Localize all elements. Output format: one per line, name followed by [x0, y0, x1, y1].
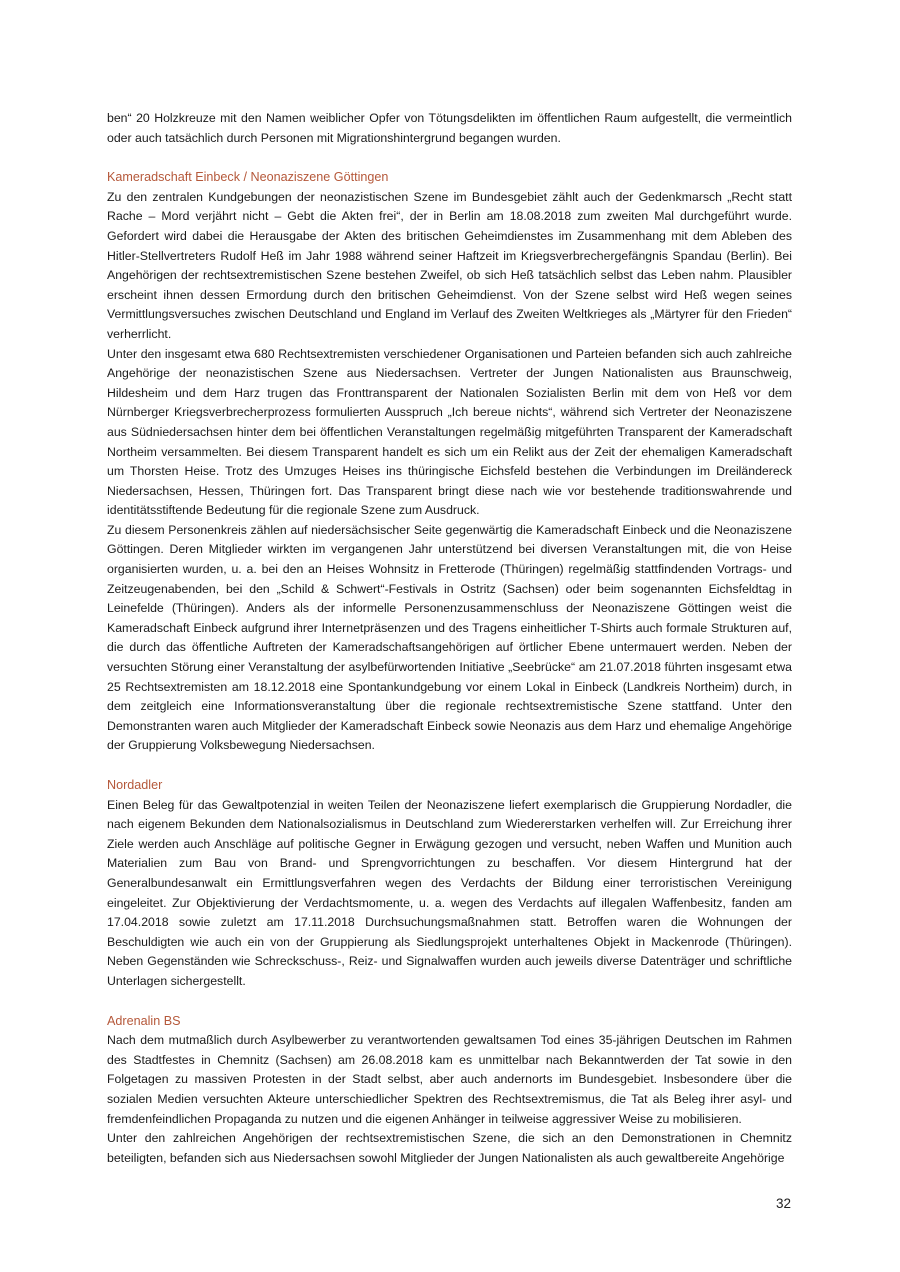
body-paragraph: Zu den zentralen Kundgebungen der neonazistischen Szene im Bundesgebiet zählt auch der Gedenkmarsch „Recht statt Rache – Mord verjährt nicht – Gebt die Akten frei“, der in Berlin am 18.08.2018 zum zweiten Mal durchgeführt wurde. Gefordert wird dabei die Herausgabe der Akten des britischen Geheimdienstes im Zusammenhang mit dem Ableben des Hitler-Stellvertreters Rudolf Heß im Jahr 1988 während seiner Haftzeit im Kriegsverbrechergefängnis Spandau (Berlin). Bei Angehörigen der rechtsextremistischen Szene bestehen Zweifel, ob sich Heß tatsächlich selbst das Leben nahm. Plausibler erscheint ihnen dessen Ermordung durch den britischen Geheimdienst. Von der Szene selbst wird Heß wegen seines Vermittlungsversuches zwischen Deutschland und England im Verlauf des Zweiten Weltkrieges als „Märtyrer für den Frieden“ verherrlicht.: [107, 189, 792, 341]
section-adrenalin-bs: [107, 1012, 792, 1169]
section-heading: Nordadler: [107, 778, 163, 792]
section-heading: Kameradschaft Einbeck / Neonaziszene Göttingen: [107, 170, 389, 185]
page-content: [107, 109, 792, 1188]
body-paragraph: Unter den zahlreichen Angehörigen der rechtsextremistischen Szene, die sich an den Demonstrationen in Chemnitz beteiligten, befanden sich aus Niedersachsen sowohl Mitglieder der Jungen Nationalisten als auch gewaltbereite Angehörige: [107, 1131, 792, 1165]
body-paragraph: Unter den insgesamt etwa 680 Rechtsextremisten verschiedener Organisationen und Parteien befanden sich auch zahlreiche Angehörige der neonazistischen Szene aus Niedersachsen. Vertreter der Jungen Nationalisten aus Braunschweig, Hildesheim und dem Harz trugen das Fronttransparent der Nationalen Sozialisten Berlin mit dem von Heß vor dem Nürnberger Kriegsverbrecherprozess formulierten Ausspruch „Ich bereue nichts“, während sich Vertreter der Neonaziszene aus Südniedersachsen hinter dem bei öffentlichen Veranstaltungen regelmäßig mitgeführten Transparent der Kameradschaft Northeim versammelten. Bei diesem Transparent handelt es sich um ein Relikt aus der Zeit der ehemaligen Kameradschaft um Thorsten Heise. Trotz des Umzuges Heises ins thüringische Eichsfeld bestehen die Verbindungen im Dreiländereck Niedersachsen, Hessen, Thüringen fort. Das Transparent bringt diese nach wie vor bestehende traditionswahrende und identitätsstiftende Bedeutung für die regionale Szene zum Ausdruck.: [107, 346, 792, 518]
intro-paragraph: ben“ 20 Holzkreuze mit den Namen weiblicher Opfer von Tötungsdelikten im öffentlichen Raum aufgestellt, die vermeintlich oder auch tatsächlich durch Personen mit Migrationshintergrund begangen wurden.: [107, 111, 792, 145]
intro-section: [107, 109, 792, 148]
body-paragraph: Einen Beleg für das Gewaltpotenzial in weiten Teilen der Neonaziszene liefert exemplarisch die Gruppierung Nordadler, die nach eigenem Bekunden dem Nationalsozialismus in Deutschland zum Wiedererstarken verhelfen will. Zur Erreichung ihrer Ziele werden auch Anschläge auf politische Gegner in Erwägung gezogen und versucht, neben Waffen und Munition auch Materialien zum Bau von Brand- und Sprengvorrichtungen zu beschaffen. Vor diesem Hintergrund hat der Generalbundesanwalt ein Ermittlungsverfahren wegen des Verdachts der Bildung einer terroristischen Vereinigung eingeleitet. Zur Objektivierung der Verdachtsmomente, u. a. wegen des Verdachts auf illegalen Waffenbesitz, fanden am 17.04.2018 sowie zuletzt am 17.11.2018 Durchsuchungsmaßnahmen statt. Betroffen waren die Wohnungen der Beschuldigten wie auch ein von der Gruppierung als Siedlungsprojekt unterhaltenes Objekt in Mackenrode (Thüringen). Neben Gegenständen wie Schreckschuss-, Reiz- und Signalwaffen wurden auch jeweils diverse Datenträger und schriftliche Unterlagen sichergestellt.: [107, 797, 792, 988]
section-nordadler: [107, 776, 792, 992]
section-heading: Adrenalin BS: [107, 1013, 181, 1028]
body-paragraph: Nach dem mutmaßlich durch Asylbewerber zu verantwortenden gewaltsamen Tod eines 35-jährigen Deutschen im Rahmen des Stadtfestes in Chemnitz (Sachsen) am 26.08.2018 kam es unmittelbar nach Bekanntwerden der Tat sowie in den Folgetagen zu massiven Protesten in der Stadt selbst, aber auch andernorts im Bundesgebiet. Insbesondere über die sozialen Medien versuchten Akteure unterschiedlicher Spektren des Rechtsextremismus, die Tat als Beleg ihrer asyl- und fremdenfeindlichen Propaganda zu nutzen und die eigenen Anhänger in teilweise aggressiver Weise zu mobilisieren.: [107, 1033, 792, 1126]
body-paragraph: Zu diesem Personenkreis zählen auf niedersächsischer Seite gegenwärtig die Kameradschaft Einbeck und die Neonaziszene Göttingen. Deren Mitglieder wirkten im vergangenen Jahr unterstützend bei diversen Veranstaltungen mit, die von Heise organisierten wurden, u. a. bei den an Heises Wohnsitz in Fretterode (Thüringen) regelmäßig stattfindenden Vortrags- und Zeitzeugenabenden, bei den „Schild & Schwert“-Festivals in Ostritz (Sachsen) oder beim sogenannten Eichsfeldtag in Leinefelde (Thüringen). Anders als der informelle Personenzusammenschluss der Neonaziszene Göttingen weist die Kameradschaft Einbeck aufgrund ihrer Internetpräsenzen und des Tragens einheitlicher T-Shirts auch formale Strukturen auf, die durch das öffentliche Auftreten der Kameradschaftsangehörigen auf örtlicher Ebene untermauert werden. Neben der versuchten Störung einer Veranstaltung der asylbefürwortenden Initiative „Seebrücke“ am 21.07.2018 führten insgesamt etwa 25 Rechtsextremisten am 18.12.2018 eine Spontankundgebung vor einem Lokal in Einbeck (Landkreis Northeim) durch, in dem zeitgleich eine Informationsveranstaltung über die regionale rechtsextremistische Szene stattfand. Unter den Demonstranten waren auch Mitglieder der Kameradschaft Einbeck sowie Neonazis aus dem Harz und ehemalige Angehörige der Gruppierung Volksbewegung Niedersachsen.: [107, 522, 792, 753]
page-number: 32: [775, 1196, 791, 1211]
section-kameradschaft-einbeck: [107, 168, 792, 756]
